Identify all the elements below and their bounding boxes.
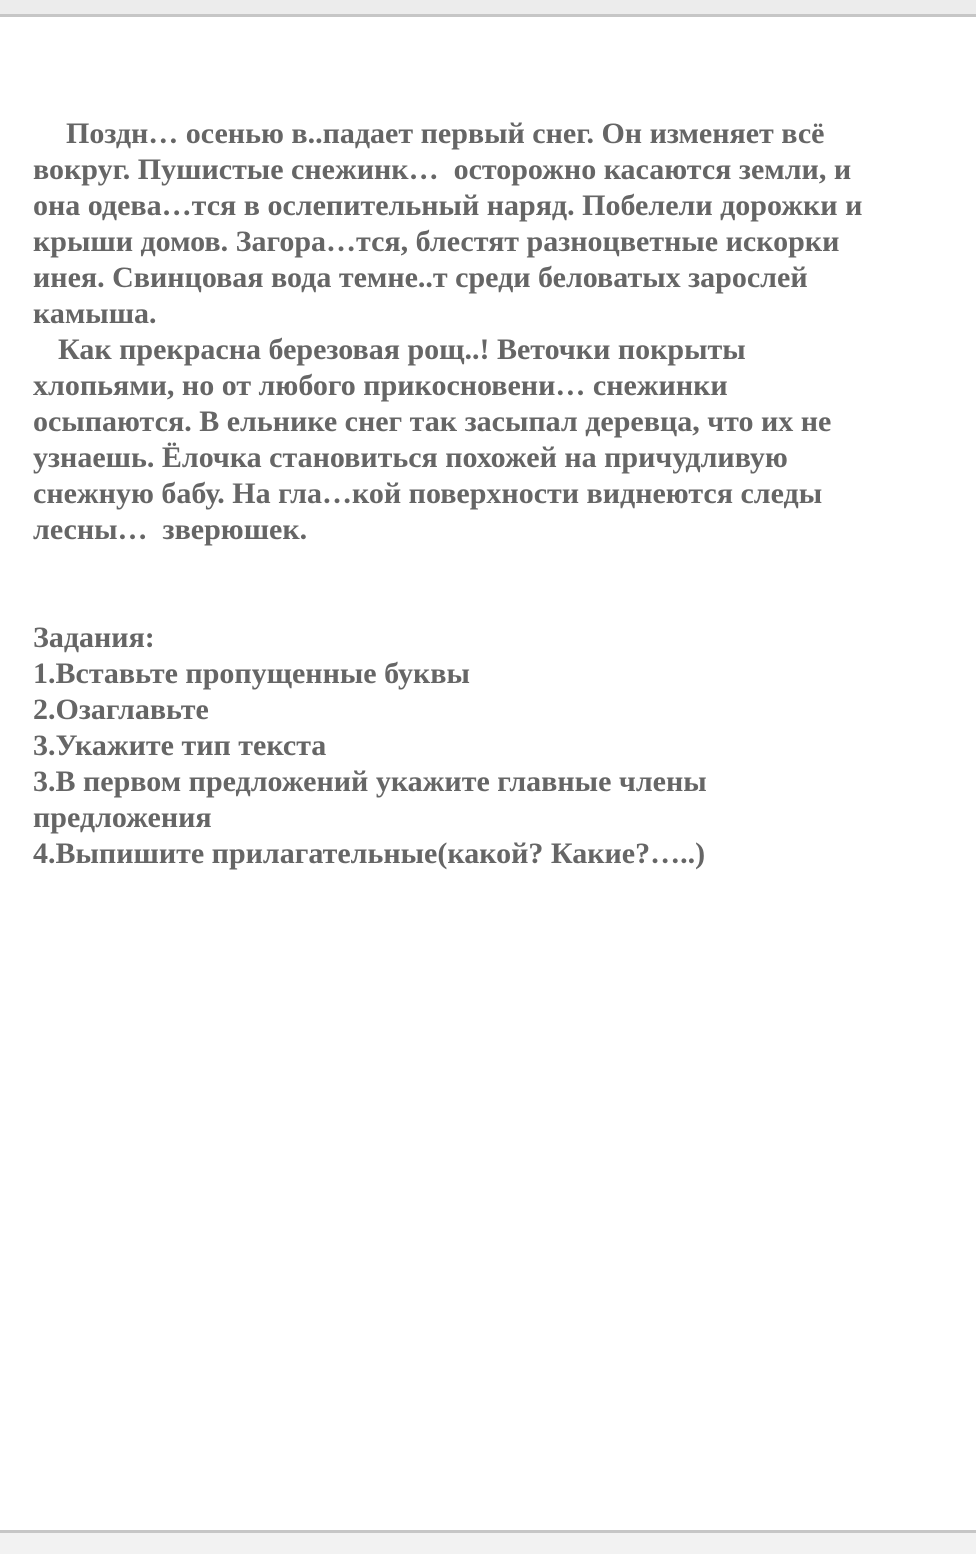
task-item: предложения xyxy=(33,801,212,834)
tasks-section xyxy=(33,620,948,872)
task-item: 3.Укажите тип текста xyxy=(33,729,327,762)
viewer-bottom-bar xyxy=(0,1530,976,1554)
text-line: крыши домов. Загора…тся, блестят разноцветные искорки xyxy=(33,225,840,258)
text-paragraph-1 xyxy=(33,116,948,332)
text-line: узнаешь. Ёлочка становиться похожей на причудливую xyxy=(33,441,788,474)
document-body xyxy=(33,116,948,872)
task-item: 4.Выпишите прилагательные(какой? Какие?…..) xyxy=(33,837,706,870)
task-item: 1.Вставьте пропущенные буквы xyxy=(33,657,470,690)
text-line: снежную бабу. На гла…кой поверхности виднеются следы xyxy=(33,477,823,510)
text-line: камыша. xyxy=(33,297,157,330)
text-line: хлопьями, но от любого прикосновени… снежинки xyxy=(33,369,728,402)
text-line: Как прекрасна березовая рощ..! Веточки покрыты xyxy=(58,333,746,366)
text-line: вокруг. Пушистые снежинк… осторожно касаются земли, и xyxy=(33,153,852,186)
text-paragraph-2 xyxy=(33,332,948,548)
task-item: 2.Озаглавьте xyxy=(33,693,209,726)
text-line: лесны… зверюшек. xyxy=(33,513,308,546)
viewer-top-bar xyxy=(0,0,976,17)
text-line: осыпаются. В ельнике снег так засыпал деревца, что их не xyxy=(33,405,832,438)
text-line: Поздн… осенью в..падает первый снег. Он изменяет всё xyxy=(66,117,825,150)
text-line: инея. Свинцовая вода темне..т среди беловатых зарослей xyxy=(33,261,808,294)
text-line: она одева…тся в ослепительный наряд. Побелели дорожки и xyxy=(33,189,863,222)
tasks-heading: Задания: xyxy=(33,621,155,654)
task-item: 3.В первом предложений укажите главные члены xyxy=(33,765,707,798)
